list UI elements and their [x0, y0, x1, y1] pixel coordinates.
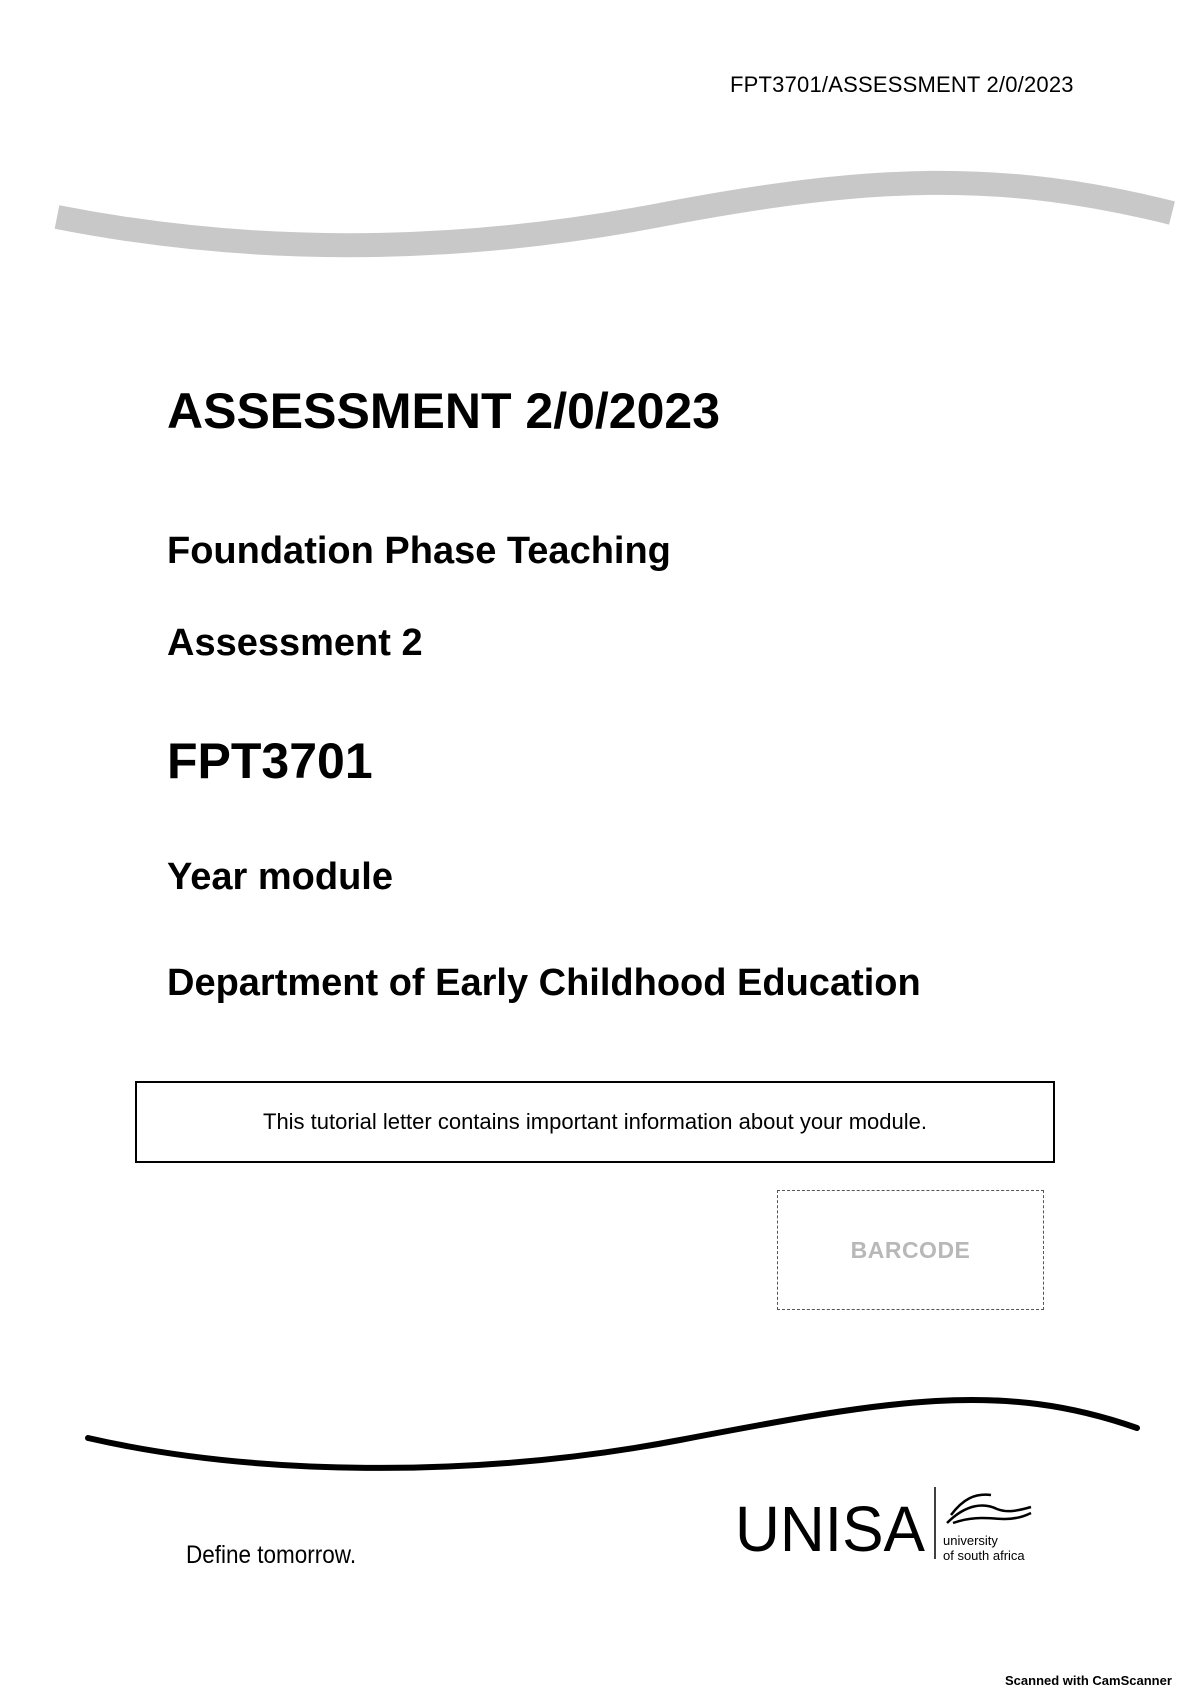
notice-text: This tutorial letter contains important information about your module.: [263, 1109, 927, 1134]
scanner-watermark: Scanned with CamScanner: [1005, 1673, 1172, 1688]
department-name: Department of Early Childhood Education: [167, 962, 921, 1004]
barcode-label: BARCODE: [850, 1236, 971, 1263]
document-reference: FPT3701/ASSESSMENT 2/0/2023: [730, 72, 1074, 97]
logo-line-university: university: [943, 1533, 998, 1548]
unisa-logo: [735, 1485, 1045, 1565]
logo-wordmark: UNISA: [735, 1493, 926, 1565]
module-type: Year module: [167, 856, 393, 898]
page-title: ASSESSMENT 2/0/2023: [167, 383, 721, 439]
notice-box: [135, 1081, 1055, 1163]
course-name: Foundation Phase Teaching: [167, 530, 671, 572]
barcode-placeholder: [777, 1190, 1044, 1310]
course-code: FPT3701: [167, 733, 373, 789]
logo-line-south-africa: of south africa: [943, 1548, 1025, 1563]
wave-bottom-stroke: [88, 1400, 1137, 1468]
wave-top-stroke: [57, 183, 1172, 245]
tagline: Define tomorrow.: [186, 1541, 357, 1569]
assessment-label: Assessment 2: [167, 622, 423, 664]
decorative-wave-top: [0, 160, 1200, 260]
unisa-wave-emblem-icon: [947, 1495, 1031, 1523]
decorative-wave-bottom: [0, 1385, 1200, 1495]
